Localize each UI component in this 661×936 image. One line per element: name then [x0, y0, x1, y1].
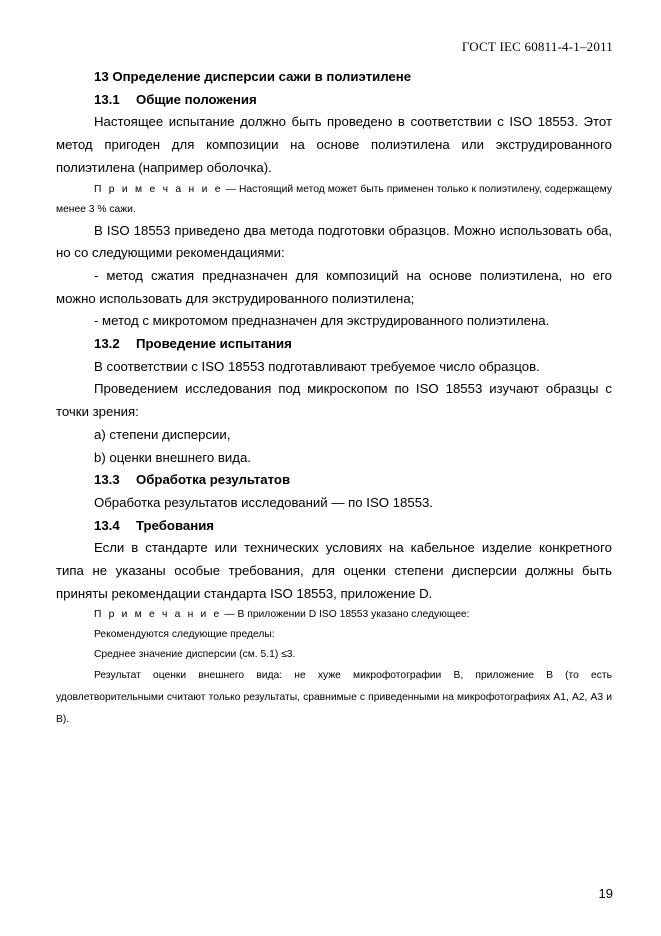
- section-number: 13.4: [94, 517, 120, 533]
- note: [56, 180, 612, 220]
- list-item: b) оценки внешнего вида.: [94, 449, 251, 465]
- document-header: ГОСТ IEC 60811-4-1–2011: [461, 39, 613, 54]
- section-title: Общие положения: [136, 91, 257, 107]
- paragraph: Если в стандарте или технических условиях на кабельное изделие конкретного типа не указаны особые требования, для оценки степени дисперсии должны быть приняты рекомендации стандарта ISO 18553, приложение D.: [56, 540, 612, 601]
- section-13-4-heading: [56, 515, 612, 538]
- note-text: — В приложении D ISO 18553 указано следующее:: [221, 609, 470, 621]
- section-13-3-heading: [56, 469, 612, 492]
- section-13-1-heading: [56, 89, 612, 112]
- list-item: - метод с микротомом предназначен для экструдированного полиэтилена.: [94, 313, 550, 329]
- document-body: [56, 66, 612, 731]
- paragraph: Настоящее испытание должно быть проведено в соответствии с ISO 18553. Этот метод пригоден для композиции на основе полиэтилена или экструдированного полиэтилена (например оболочка).: [56, 114, 612, 175]
- section-title: Проведение испытания: [136, 336, 292, 352]
- section-13-2-heading: [56, 333, 612, 356]
- note: [56, 605, 612, 625]
- paragraph: В ISO 18553 приведено два метода подготовки образцов. Можно использовать оба, но со следующими рекомендациями:: [56, 222, 612, 261]
- note-label: П р и м е ч а н и е: [94, 183, 223, 195]
- page-number: 19: [598, 886, 613, 901]
- section-number: 13.1: [94, 91, 120, 107]
- note-line: Рекомендуются следующие пределы:: [94, 629, 275, 641]
- section-title: Обработка результатов: [136, 472, 291, 488]
- note-line: Результат оценки внешнего вида: не хуже микрофотографии В, приложение В (то есть удовлетворительными считают только результаты, сравнимые с приведенными на микрофотографиях А1, А2, А3 и В).: [56, 670, 612, 726]
- note-label: П р и м е ч а н и е: [94, 609, 222, 621]
- list-item: - метод сжатия предназначен для композиций на основе полиэтилена, но его можно использовать для экструдированного полиэтилена;: [56, 267, 612, 306]
- list-item: а) степени дисперсии,: [94, 426, 231, 442]
- note-text: — Настоящий метод может быть применен только к полиэтилену, содержащему менее 3 % сажи.: [56, 183, 612, 215]
- paragraph: Проведением исследования под микроскопом по ISO 18553 изучают образцы с точки зрения:: [56, 381, 612, 420]
- section-13-title: 13 Определение дисперсии сажи в полиэтилене: [94, 69, 412, 84]
- section-number: 13.2: [94, 336, 120, 352]
- paragraph: Обработка результатов исследований — по ISO 18553.: [94, 494, 434, 510]
- note-line: Среднее значение дисперсии (см. 5.1) ≤3.: [94, 649, 296, 661]
- section-title: Требования: [136, 517, 215, 533]
- section-number: 13.3: [94, 472, 120, 488]
- paragraph: В соответствии с ISO 18553 подготавливают требуемое число образцов.: [94, 358, 540, 374]
